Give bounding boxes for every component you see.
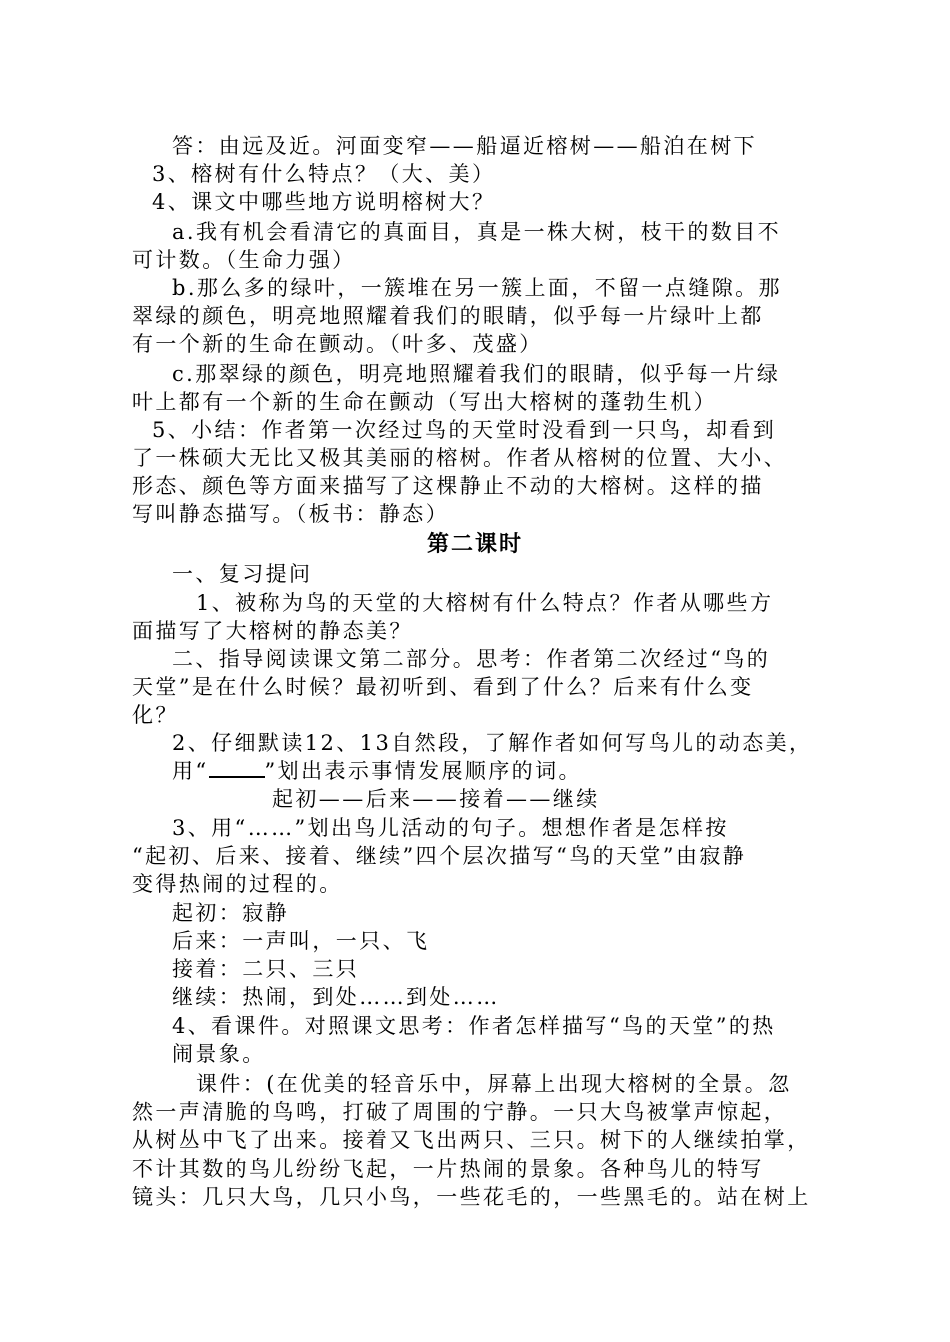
task-3-line-3: 变得热闹的过程的。 xyxy=(132,872,343,896)
summary-line-1: 5、小结：作者第一次经过鸟的天堂时没看到一只鸟，却看到 xyxy=(152,418,777,442)
task-2-line-2 xyxy=(172,757,872,785)
section-heading: 第二课时 xyxy=(426,531,523,557)
point-b-line-3: 有一个新的生命在颤动。（叶多、茂盛） xyxy=(132,332,543,356)
stage-continue: 继续：热闹，到处……到处…… xyxy=(172,985,500,1009)
part-2-line-3: 化？ xyxy=(132,703,179,727)
task-2-line-1: 2、仔细默读12、13自然段，了解作者如何写鸟儿的动态美， xyxy=(172,731,813,755)
answer-line: 答：由远及近。河面变窄——船逼近榕树——船泊在树下 xyxy=(172,134,757,158)
stage-start: 起初：寂静 xyxy=(172,901,289,925)
question-3: 3、榕树有什么特点？（大、美） xyxy=(152,162,496,186)
courseware-line-4: 不计其数的鸟儿纷纷飞起，一片热闹的景象。各种鸟儿的特写 xyxy=(132,1157,764,1181)
summary-line-3: 形态、颜色等方面来描写了这棵静止不动的大榕树。这样的描 xyxy=(132,474,764,498)
summary-line-4: 写叫静态描写。（板书：静态） xyxy=(132,502,450,526)
stage-next: 接着：二只、三只 xyxy=(172,957,360,981)
summary-line-2: 了一株硕大无比又极其美丽的榕树。作者从榕树的位置、大小、 xyxy=(132,446,788,470)
task-4-line-2: 闹景象。 xyxy=(172,1042,266,1066)
review-question-line-1: 1、被称为鸟的天堂的大榕树有什么特点？作者从哪些方 xyxy=(196,591,774,615)
task-3-line-2: “起初、后来、接着、继续”四个层次描写“鸟的天堂”由寂静 xyxy=(132,844,747,868)
courseware-line-2: 然一声清脆的鸟鸣，打破了周围的宁静。一只大鸟被掌声惊起， xyxy=(132,1100,788,1124)
point-b-line-2: 翠绿的颜色，明亮地照耀着我们的眼睛，似乎每一片绿叶上都 xyxy=(132,304,764,328)
point-b-line-1: b.那么多的绿叶，一簇堆在另一簇上面，不留一点缝隙。那 xyxy=(172,276,782,300)
point-a-line-1: a.我有机会看清它的真面目，真是一株大树，枝干的数目不 xyxy=(172,220,781,244)
point-a-line-2: 可计数。（生命力强） xyxy=(132,248,356,272)
courseware-line-3: 从树丛中飞了出来。接着又飞出两只、三只。树下的人继续拍掌， xyxy=(132,1128,811,1152)
courseware-line-1: 课件：(在优美的轻音乐中，屏幕上出现大榕树的全景。忽 xyxy=(196,1072,792,1096)
part-2-line-1: 二、指导阅读课文第二部分。思考：作者第二次经过“鸟的 xyxy=(172,647,771,671)
point-c-line-1: c.那翠绿的颜色，明亮地照耀着我们的眼睛，似乎每一片绿 xyxy=(172,362,781,386)
point-c-line-2: 叶上都有一个新的生命在颤动（写出大榕树的蓬勃生机） xyxy=(132,390,717,414)
question-4: 4、课文中哪些地方说明榕树大？ xyxy=(152,190,496,214)
task-4-line-1: 4、看课件。对照课文思考：作者怎样描写“鸟的天堂”的热 xyxy=(172,1014,776,1038)
use-prefix: 用“ xyxy=(172,759,209,783)
underline-blank xyxy=(209,758,265,778)
sequence-words: 起初——后来——接着——继续 xyxy=(272,787,600,811)
part-2-line-2: 天堂”是在什么时候？最初听到、看到了什么？后来有什么变 xyxy=(132,675,754,699)
task-3-line-1: 3、用“……”划出鸟儿活动的句子。想想作者是怎样按 xyxy=(172,816,729,840)
part-1-title: 一、复习提问 xyxy=(172,562,313,586)
courseware-line-5: 镜头：几只大鸟，几只小鸟，一些花毛的，一些黑毛的。站在树上 xyxy=(132,1185,811,1209)
review-question-line-2: 面描写了大榕树的静态美？ xyxy=(132,619,413,643)
stage-later: 后来：一声叫，一只、飞 xyxy=(172,929,430,953)
task-2-line-2-text: ”划出表示事情发展顺序的词。 xyxy=(264,759,582,783)
